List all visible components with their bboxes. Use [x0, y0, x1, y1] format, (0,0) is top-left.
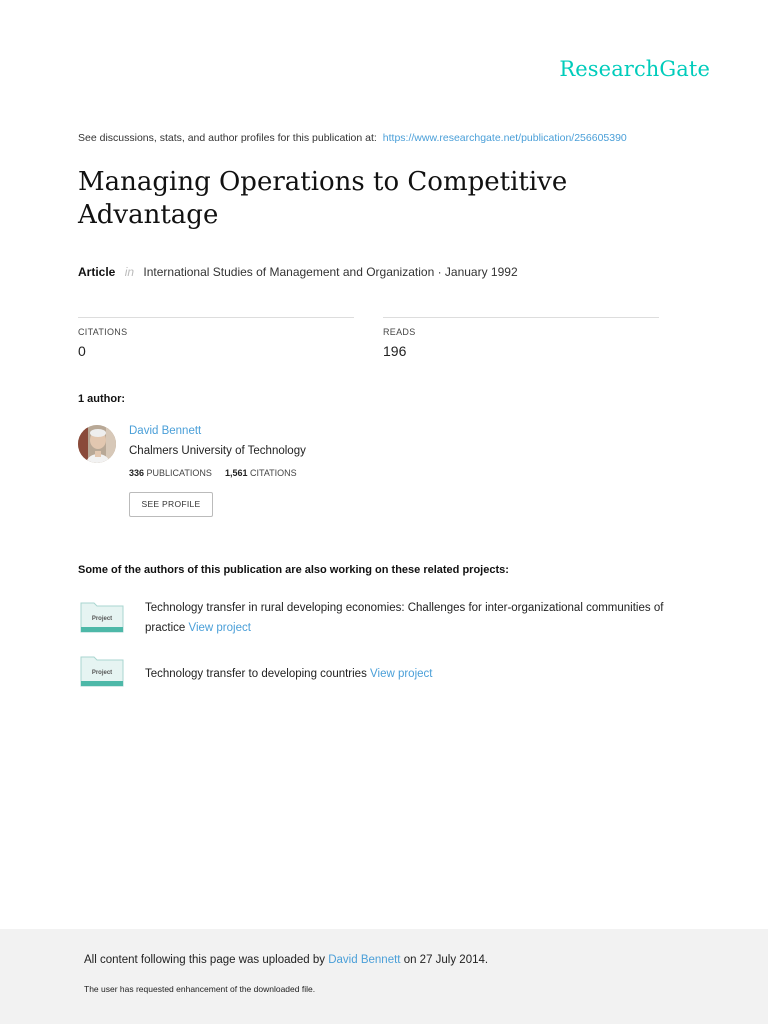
project-item — [145, 664, 705, 684]
project-item — [145, 598, 705, 638]
project-title: Technology transfer in rural developing economies: Challenges for inter-organizational communities of practice — [145, 602, 664, 634]
author-stats — [129, 468, 297, 478]
project-folder-icon[interactable] — [80, 601, 124, 633]
projects-heading: Some of the authors of this publication are also working on these related projects: — [78, 564, 509, 576]
project-icon-label: Project — [91, 616, 113, 622]
authors-heading: 1 author: — [78, 393, 126, 405]
upload-info — [84, 954, 488, 966]
discussion-text: See discussions, stats, and author profiles for this publication at: — [78, 132, 377, 144]
citations-stat — [78, 317, 354, 359]
reads-label: READS — [383, 327, 416, 337]
author-name-link[interactable]: David Bennett — [129, 425, 202, 437]
researchgate-logo[interactable]: ResearchGate — [559, 57, 710, 81]
reads-stat — [383, 317, 659, 359]
citations-value: 0 — [78, 343, 86, 359]
publication-title: Managing Operations to Competitive Advantage — [78, 167, 568, 230]
publication-venue: International Studies of Management and Organization · January 1992 — [143, 265, 518, 279]
view-project-link[interactable]: View project — [188, 622, 251, 634]
publication-meta — [78, 265, 518, 279]
author-citations-label: CITATIONS — [249, 468, 297, 478]
citations-label: CITATIONS — [78, 327, 128, 337]
uploader-link[interactable]: David Bennett — [328, 954, 401, 966]
see-profile-button[interactable]: SEE PROFILE — [129, 492, 213, 517]
project-title: Technology transfer to developing countries — [145, 668, 367, 680]
view-project-link[interactable]: View project — [370, 668, 433, 680]
author-publications-label: PUBLICATIONS — [146, 468, 212, 478]
author-institution: Chalmers University of Technology — [129, 445, 306, 457]
publication-link[interactable]: https://www.researchgate.net/publication/256605390 — [382, 132, 627, 144]
upload-date: on 27 July 2014. — [403, 954, 489, 966]
discussion-line — [78, 132, 627, 144]
author-avatar[interactable] — [78, 425, 116, 463]
enhancement-note: The user has requested enhancement of the downloaded file. — [84, 984, 316, 994]
author-citations-count: 1,561 — [224, 468, 248, 478]
publication-type: Article — [78, 265, 116, 279]
in-label: in — [124, 265, 135, 279]
project-folder-icon[interactable] — [80, 655, 124, 687]
upload-prefix: All content following this page was uploaded by — [84, 954, 326, 966]
reads-value: 196 — [383, 343, 407, 359]
author-publications-count: 336 — [129, 468, 145, 478]
upload-footer — [0, 929, 768, 1024]
project-icon-label: Project — [91, 670, 113, 676]
